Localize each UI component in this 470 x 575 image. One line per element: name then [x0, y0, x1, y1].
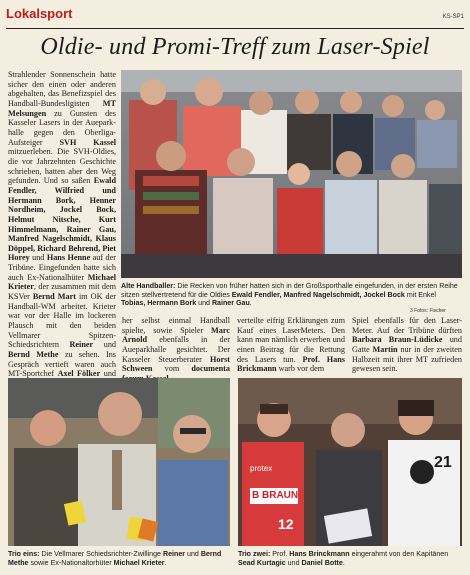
caption-name: Ewald Fendler, Manfred Nagelschmidt, Jockel Bock	[231, 290, 405, 299]
name-run: documenta	[191, 364, 230, 374]
jersey-right-number: 21	[434, 454, 452, 471]
name-run: Axel Fölker	[57, 369, 101, 379]
text-run: auf der Tribüne. Eingefunden hatte sich auch Ex-Nationalhüter	[8, 253, 117, 282]
photo-caption-left	[8, 550, 230, 567]
text-run: verteilte eifrig Erklärungen zum Kauf eines LaserMeters. Den kann man nämlich erwerben und einen Beitrag für die Rettung des Lasers tun.	[237, 316, 345, 364]
photo-credit: 3 Fotos: Fischer	[410, 308, 446, 314]
section-label: Lokalsport	[6, 6, 73, 21]
photo-caption-top	[121, 282, 462, 308]
caption-name: Rainer Gau	[211, 299, 250, 308]
caption-text: .	[249, 299, 252, 308]
caption-name: Sead Kurtagic	[238, 558, 286, 567]
text-run: warb vor dem	[276, 364, 325, 374]
caption-text: .	[164, 558, 167, 567]
text-run: zu sehen. Ins Gespräch vertieft waren auch MT-Sportchef	[8, 350, 116, 379]
text-run: und	[29, 253, 47, 263]
text-run: vom	[152, 364, 192, 374]
name-run: Prof. Hans Brickmann	[237, 354, 345, 374]
page-header	[6, 6, 464, 24]
text-run: nur in der zweiten Halbzeit mit ihrer MT zufrieden gewesen sein.	[352, 344, 462, 374]
caption-text: Die Vellmarer Schiedsrichter-Zwillinge	[39, 550, 163, 558]
photo-trio-two-image	[238, 378, 462, 546]
photo-old-handballers	[121, 70, 462, 278]
jersey-left-number: 12	[278, 516, 294, 532]
photo-trio-one	[8, 378, 230, 546]
name-run: Marc Arnold	[122, 325, 230, 345]
caption-text: und	[285, 558, 302, 567]
caption-name: Reiner	[162, 550, 186, 558]
headline: Oldie- und Promi-Treff zum Laser-Spiel	[40, 34, 430, 60]
text-run: und	[103, 369, 117, 379]
text-run: im OK der Handball-WM arbeitet. Krieter war vor der Halle im lockeren Plausch mit den beiden Vellmarer Spitzen-Schiedsrichtern	[8, 292, 116, 350]
caption-name: Tobias, Hermann Bork	[121, 299, 197, 308]
text-run: zu Gunsten des Kasseler Lasers in der Aueparkhalle gegen den Oberliga-Aufsteiger	[8, 108, 116, 147]
name-run: Ewald Fendler, Wilfried und Hermann Bork, Henner Nordheim, Jockel Bock, Helmut Nitsche, Kurt Himmelmann, Rainer Gau, Manfred Nagelschmidt, Klaus Döppel, Richard Behrend, Piet Horey	[8, 176, 116, 263]
caption-lead: Trio eins:	[8, 550, 40, 558]
name-run: Hans Henne	[46, 253, 91, 263]
text-run: und	[93, 340, 116, 350]
caption-text: Prof.	[270, 550, 290, 558]
jersey-left-brand: B BRAUN	[252, 490, 299, 501]
article-column-3	[237, 316, 345, 374]
jersey-left-sponsor: protex	[250, 464, 273, 473]
article-column-4	[352, 316, 462, 374]
name-run: MT Melsungen	[8, 98, 116, 118]
article-column-2	[122, 316, 230, 384]
text-run: , der zusammen mit dem KSVer	[8, 282, 116, 302]
name-run: Bernd Mart	[32, 292, 76, 302]
caption-text: mit Enkel	[404, 290, 437, 299]
text-run: her selbst einmal Handball spielte, sowie Spieler	[122, 316, 230, 335]
name-run: Michael Krieter	[8, 272, 116, 292]
caption-text: .	[342, 558, 345, 567]
caption-text: eingerahmt von den Kapitänen	[349, 550, 449, 558]
source-code: KS-SP1	[442, 14, 464, 20]
text-run: Spiel ebenfalls für den Laser-Meter. Auf der Tribüne dürften	[352, 316, 462, 335]
name-run: Martin	[372, 344, 398, 354]
caption-text: und	[196, 299, 212, 308]
text-run: und Gatte	[352, 335, 462, 354]
header-rule	[6, 28, 464, 29]
caption-name: Daniel Botte	[301, 558, 343, 567]
caption-lead: Trio zwei:	[238, 550, 271, 558]
name-run: Reiner	[69, 340, 94, 350]
article-column-1	[8, 70, 116, 418]
caption-name: Bernd Methe	[8, 550, 222, 567]
text-run: Strahlender Sonnenschein hatte sicher den einen oder anderen abgehalten, das Benefizspiel des Handball-Bundesligisten	[8, 70, 116, 108]
photo-trio-one-image	[8, 378, 230, 546]
photo-caption-right	[238, 550, 462, 567]
caption-text: und	[185, 550, 201, 558]
caption-text: Die Recken von früher hatten sich in der Großsporthalle eingefunden, in der ersten Reihe sitzen stellvertretend für die Oldies	[121, 282, 458, 299]
caption-name: Michael Krieter	[113, 558, 165, 567]
caption-text: sowie Ex-Nationaltorhüter	[28, 558, 114, 567]
photo-trio-two	[238, 378, 462, 546]
text-run: mitzuerleben. Die SVH-Oldies, die vor Jahrzehnten Geschichte schrieben, hatten aber den Weg gefunden. Und so saßen	[8, 147, 116, 186]
text-run: ebenfalls in der Aueparkhalle gesichtet. Der Kasseler Steuerberater	[122, 335, 230, 364]
name-run: SVH Kassel	[59, 137, 116, 147]
name-run: Bernd Methe	[8, 350, 59, 360]
name-run: Barbara Braun-Lüdicke	[352, 335, 443, 345]
photo-old-handballers-image	[121, 70, 462, 278]
caption-lead: Alte Handballer:	[121, 282, 176, 290]
name-run: Horst Schween	[122, 354, 230, 374]
caption-name: Hans Brinckmann	[289, 550, 350, 558]
